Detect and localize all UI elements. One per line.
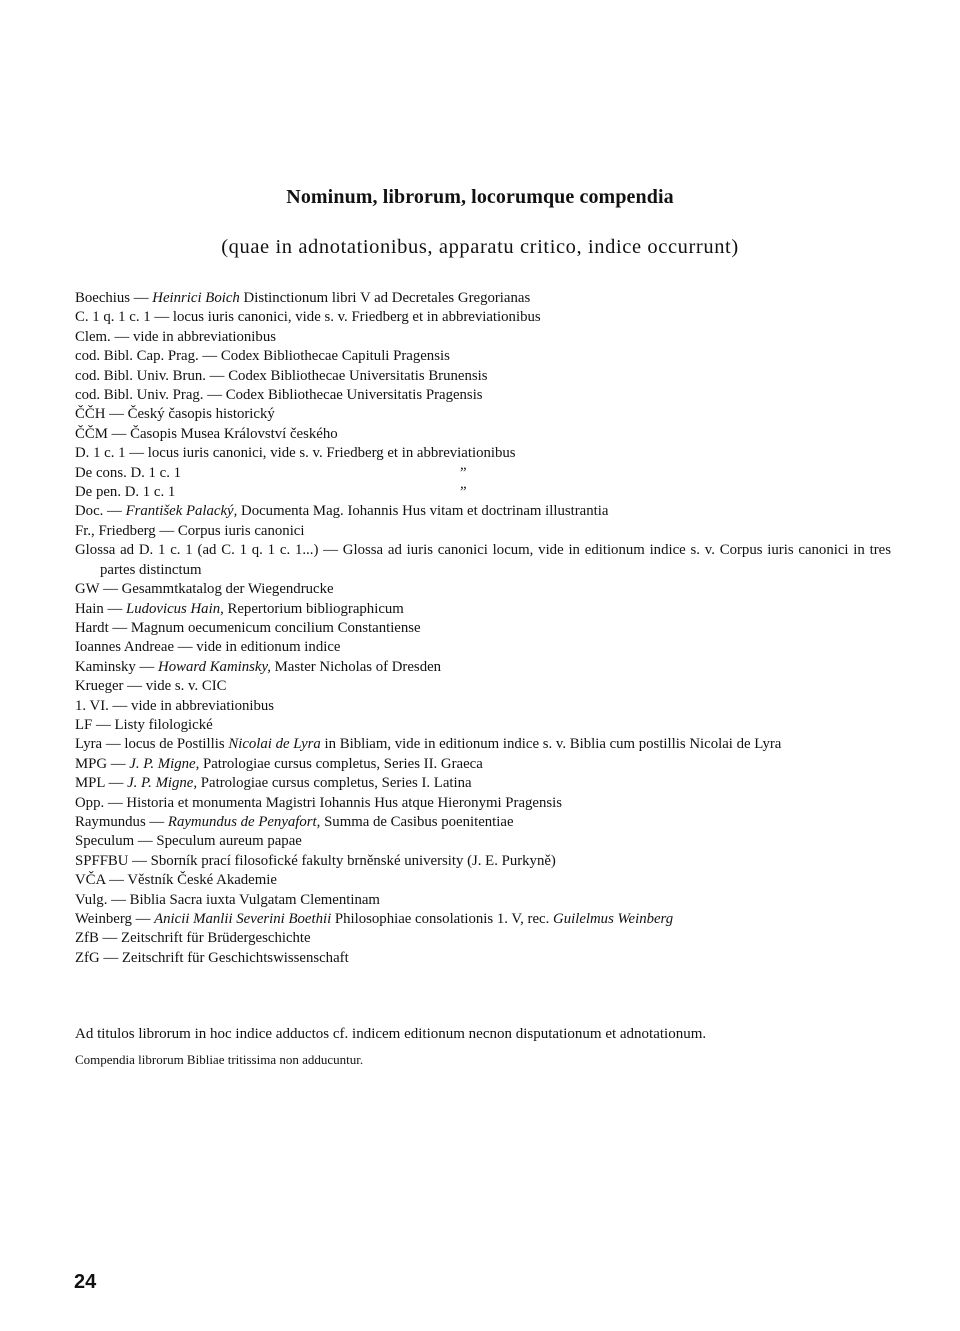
list-item: Raymundus — Raymundus de Penyafort, Summa de Casibus poenitentiae xyxy=(75,813,514,830)
page-title: Nominum, librorum, locorumque compendia xyxy=(286,186,674,208)
list-item: Weinberg — Anicii Manlii Severini Boethii Philosophiae consolationis 1. V, rec. Guilelmus Weinberg xyxy=(75,911,674,927)
list-item: SPFFBU — Sborník prací filosofické fakulty brněnské university (J. E. Purkyně) xyxy=(75,852,556,869)
list-item: cod. Bibl. Univ. Prag. — Codex Bibliothecae Universitatis Pragensis xyxy=(75,387,483,404)
list-item: Clem. — vide in abbreviationibus xyxy=(75,328,276,345)
list-item: C. 1 q. 1 c. 1 — locus iuris canonici, vide s. v. Friedberg et in abbreviationibus xyxy=(75,309,541,326)
list-item: Boechius — Heinrici Boich Distinctionum libri V ad Decretales Gregorianas xyxy=(75,290,531,306)
list-item: Doc. — František Palacký, Documenta Mag. Iohannis Hus vitam et doctrinam illustrantia xyxy=(75,503,609,520)
list-item: Kaminsky — Howard Kaminsky, Master Nicholas of Dresden xyxy=(75,658,442,675)
list-item: Speculum — Speculum aureum papae xyxy=(75,833,302,850)
list-item: Ioannes Andreae — vide in editionum indice xyxy=(75,639,341,656)
list-item: Fr., Friedberg — Corpus iuris canonici xyxy=(75,522,305,539)
list-item: Hardt — Magnum oecumenicum concilium Constantiense xyxy=(75,619,421,636)
list-item: Glossa ad D. 1 c. 1 (ad C. 1 q. 1 c. 1...) — Glossa ad iuris canonici locum, vide in editionum indice s. v. Corpus iuris canonici in tres partes distinctum xyxy=(75,542,891,578)
list-item: cod. Bibl. Univ. Brun. — Codex Bibliothecae Universitatis Brunensis xyxy=(75,367,488,384)
list-item: ČČM — Časopis Musea Království českého xyxy=(75,425,338,442)
note-paragraph: Ad titulos librorum in hoc indice adductos cf. indicem editionum necnon disputationum et adnotationum. xyxy=(75,1026,707,1042)
list-item: Hain — Ludovicus Hain, Repertorium bibliographicum xyxy=(75,600,404,617)
page-subtitle: (quae in adnotationibus, apparatu critico, indice occurrunt) xyxy=(221,236,739,258)
list-item: D. 1 c. 1 — locus iuris canonici, vide s. v. Friedberg et in abbreviationibus xyxy=(75,445,516,462)
list-item: LF — Listy filologické xyxy=(75,716,213,733)
list-item: 1. VI. — vide in abbreviationibus xyxy=(75,697,275,714)
note-paragraph-small: Compendia librorum Bibliae tritissima non adducuntur. xyxy=(75,1051,364,1067)
list-item: ZfG — Zeitschrift für Geschichtswissenschaft xyxy=(75,949,349,966)
list-item: MPG — J. P. Migne, Patrologiae cursus completus, Series II. Graeca xyxy=(75,755,483,772)
list-item: Lyra — locus de Postillis Nicolai de Lyra in Bibliam, vide in editionum indice s. v. Biblia cum postillis Nicolai de Lyra xyxy=(75,736,782,753)
list-item: GW — Gesammtkatalog der Wiegendrucke xyxy=(75,581,334,598)
list-item: cod. Bibl. Cap. Prag. — Codex Bibliothecae Capituli Pragensis xyxy=(75,348,450,365)
list-item: De cons. D. 1 c. 1 ” xyxy=(75,464,467,481)
abbreviation-list xyxy=(75,289,891,968)
notes-section xyxy=(75,1025,891,1069)
list-item: VČA — Věstník České Akademie xyxy=(75,872,277,889)
list-item: ZfB — Zeitschrift für Brüdergeschichte xyxy=(75,930,311,947)
list-item: MPL — J. P. Migne, Patrologiae cursus completus, Series I. Latina xyxy=(75,775,472,792)
list-item: Vulg. — Biblia Sacra iuxta Vulgatam Clementinam xyxy=(75,891,380,908)
list-item: De pen. D. 1 c. 1 ” xyxy=(75,484,467,501)
list-item: ČČH — Český časopis historický xyxy=(75,406,275,423)
list-item: Opp. — Historia et monumenta Magistri Iohannis Hus atque Hieronymi Pragensis xyxy=(75,794,563,811)
page-number: 24 xyxy=(74,1271,97,1293)
list-item: Krueger — vide s. v. CIC xyxy=(75,678,227,695)
